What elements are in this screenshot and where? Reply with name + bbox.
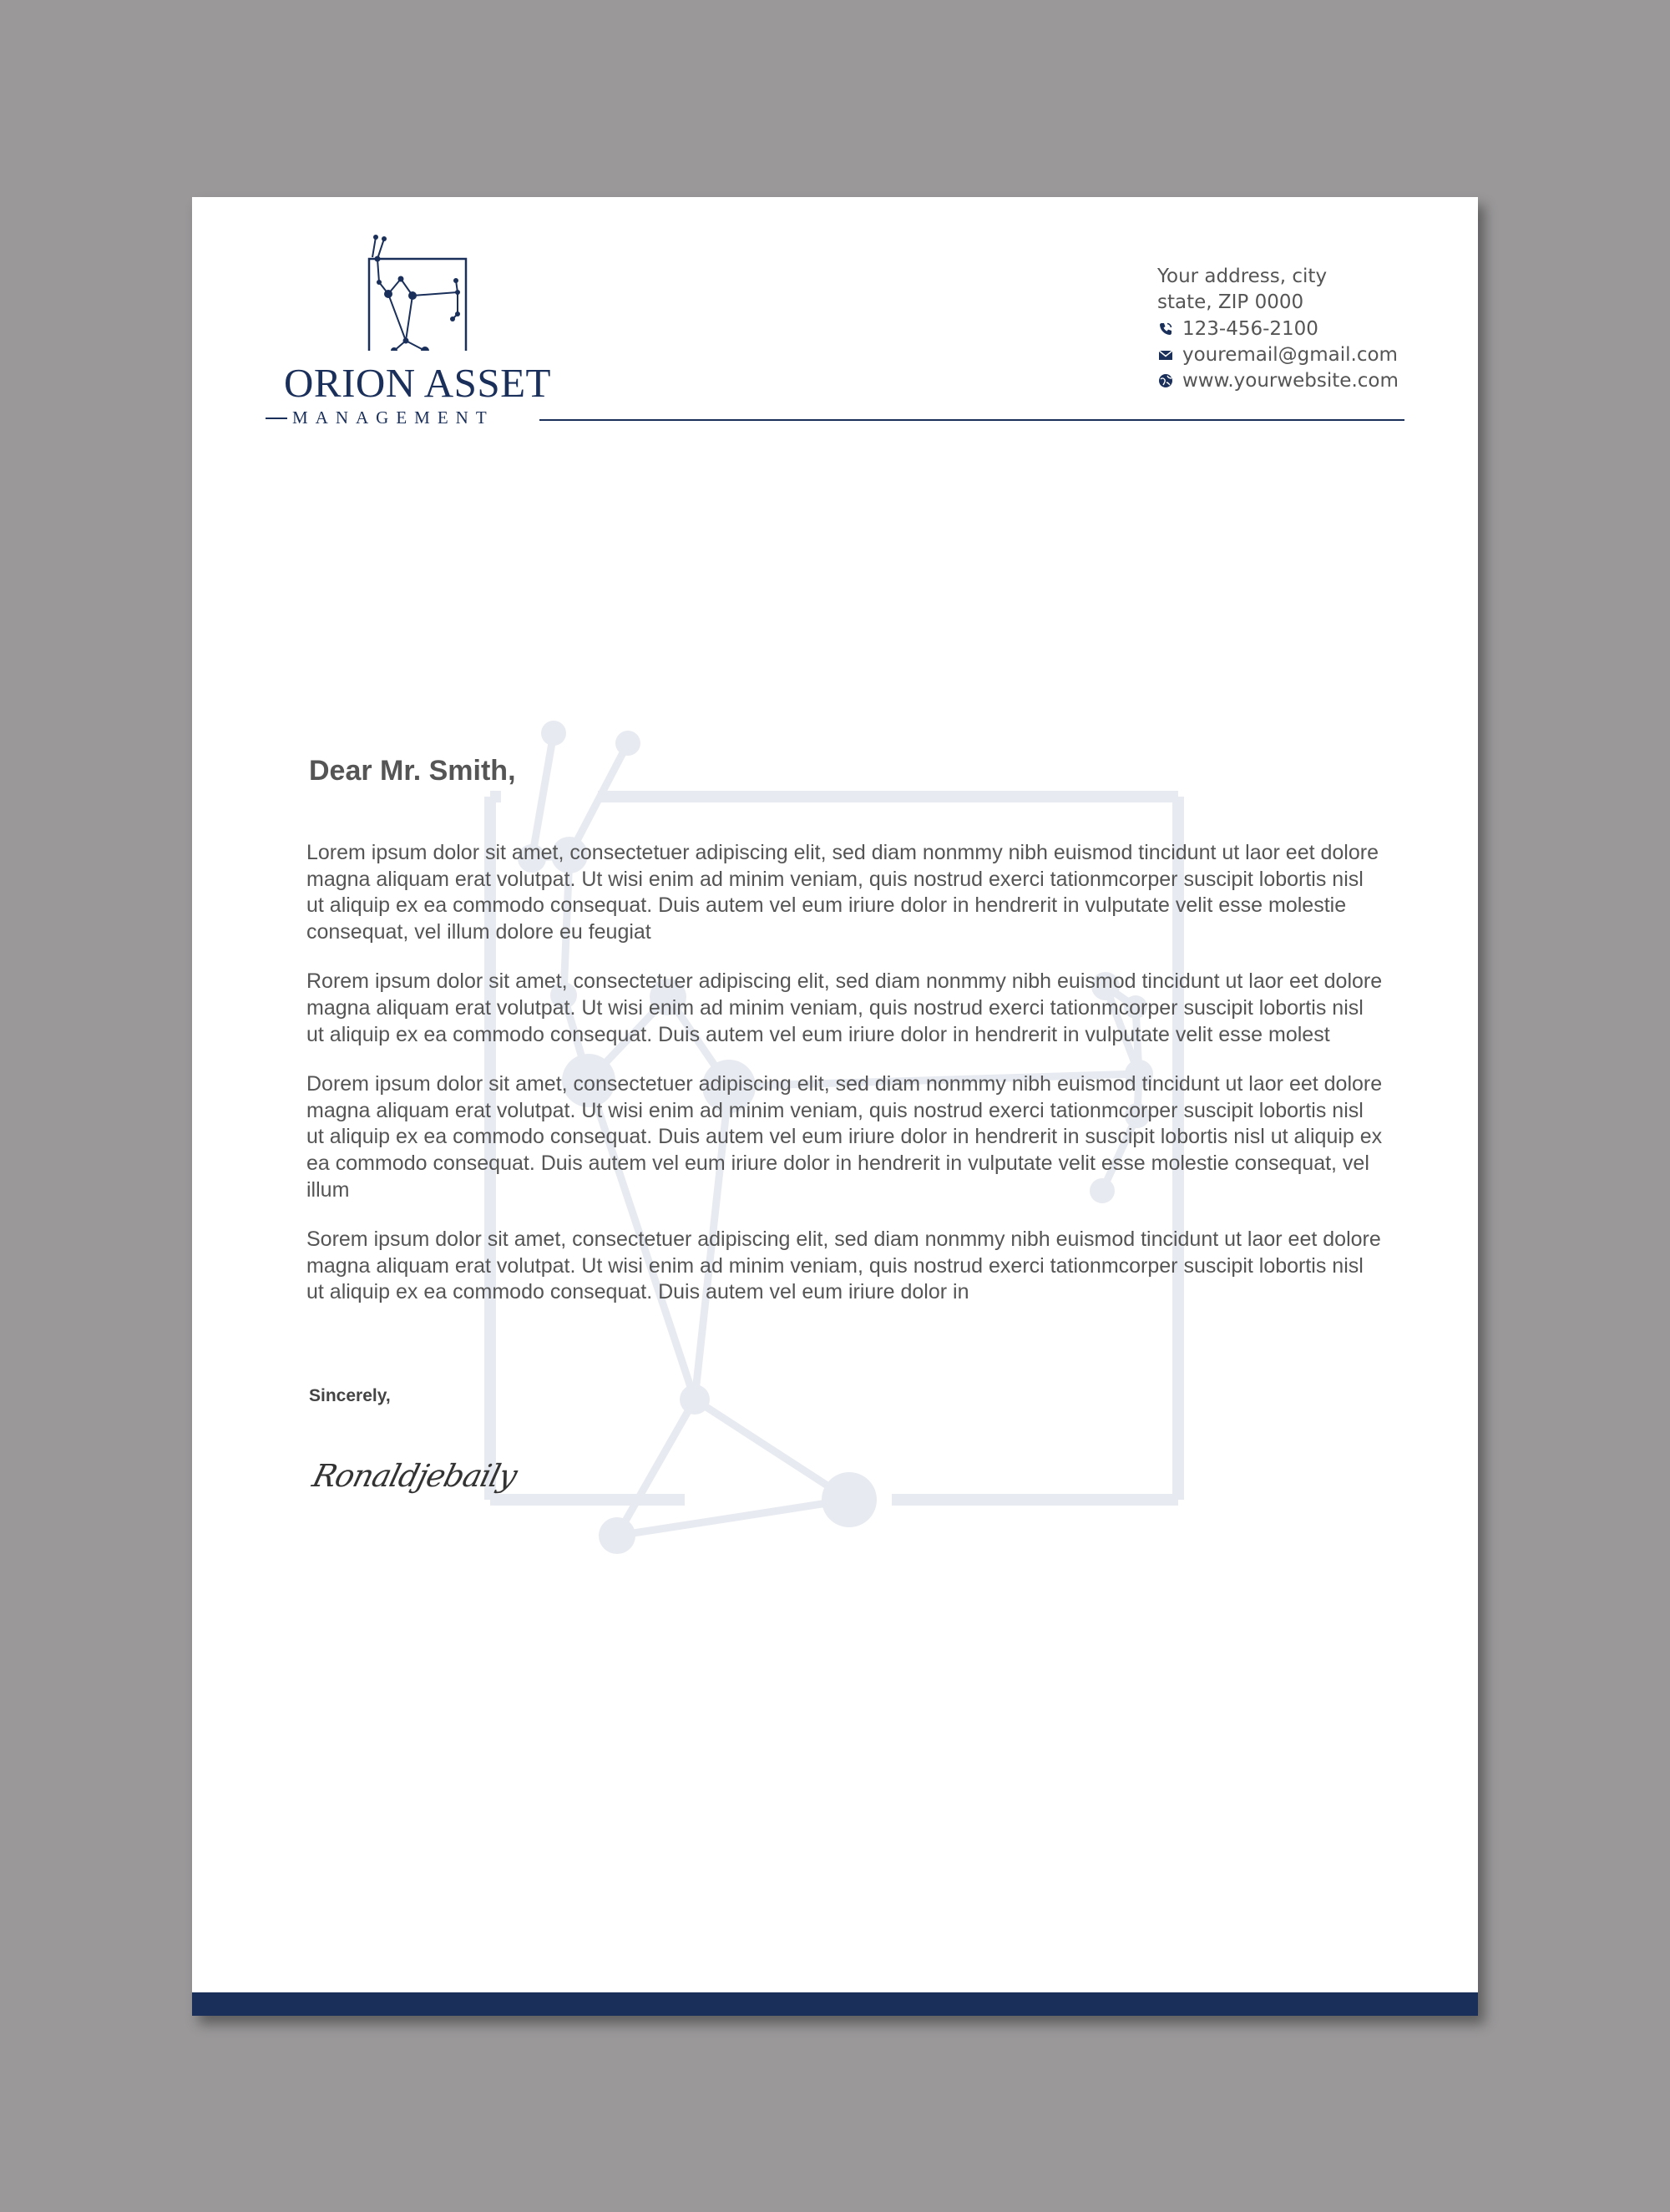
email-address[interactable]: youremail@gmail.com [1182, 343, 1398, 366]
company-name: ORION ASSET [284, 360, 551, 406]
orion-logo-icon [359, 234, 476, 351]
company-tagline [266, 409, 549, 427]
phone-number[interactable]: 123-456-2100 [1182, 317, 1318, 340]
paragraph-4: Sorem ipsum dolor sit amet, consectetuer adipiscing elit, sed diam nonmmy nibh euismod tincidunt ut laor eet dolore magna aliquam erat volutpat. Ut wisi enim ad minim veniam, quis nostrud exerci tationmcorper suscipit lobortis nisl ut aliquip ex ea commodo consequat. Duis autem vel eum iriure dolor in [306, 1227, 1381, 1304]
header-divider [539, 419, 1404, 421]
phone-row [1157, 316, 1441, 342]
globe-icon [1157, 372, 1174, 389]
phone-icon [1157, 321, 1174, 337]
signature: Ronaldjebaily [309, 1458, 520, 1494]
tagline-left-rule [266, 418, 287, 419]
letter-body [306, 840, 1384, 1329]
website-row [1157, 367, 1441, 393]
footer-bar [192, 1992, 1478, 2016]
address-line-1: Your address, city [1157, 266, 1328, 287]
contact-block [1157, 264, 1441, 393]
greeting: Dear Mr. Smith, [309, 755, 516, 787]
email-row [1157, 342, 1441, 367]
website-url[interactable]: www.yourwebsite.com [1182, 369, 1399, 392]
address-line-2: state, ZIP 0000 [1157, 291, 1304, 313]
envelope-icon [1157, 347, 1174, 363]
paragraph-1: Lorem ipsum dolor sit amet, consectetuer adipiscing elit, sed diam nonmmy nibh euismod tincidunt ut laor eet dolore magna aliquam erat volutpat. Ut wisi enim ad minim veniam, quis nostrud exerci tationmcorper suscipit lobortis nisl ut aliquip ex ea commodo consequat. Duis autem vel eum iriure dolor in hendrerit in vulputate velit esse molestie consequat, vel illum dolore eu feugiat [306, 841, 1379, 944]
letterhead-page [192, 197, 1478, 2016]
closing: Sincerely, [309, 1386, 391, 1405]
paragraph-2: Rorem ipsum dolor sit amet, consectetuer adipiscing elit, sed diam nonmmy nibh euismod tincidunt ut laor eet dolore magna aliquam erat volutpat. Ut wisi enim ad minim veniam, quis nostrud exerci tationmcorper suscipit lobortis nisl ut aliquip ex ea commodo consequat. Duis autem vel eum iriure dolor in hendrerit in vulputate velit esse molest [306, 969, 1383, 1046]
paragraph-3: Dorem ipsum dolor sit amet, consectetuer adipiscing elit, sed diam nonmmy nibh euismod tincidunt ut laor eet dolore magna aliquam erat volutpat. Ut wisi enim ad minim veniam, quis nostrud exerci tationmcorper suscipit lobortis nisl ut aliquip ex ea commodo consequat. Duis autem vel eum iriure dolor in hendrerit in suscipit lobortis nisl ut aliquip ex ea commodo consequat. Duis autem vel eum iriure dolor in hendrerit in vulputate velit esse molestie consequat, vel illum [306, 1072, 1383, 1202]
company-tagline-text: MANAGEMENT [292, 407, 494, 428]
